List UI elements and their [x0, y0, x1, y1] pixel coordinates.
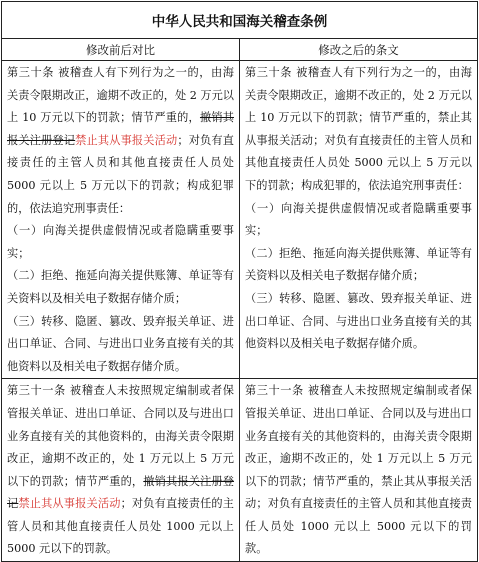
column-header-before-after: 修改前后对比 — [2, 39, 240, 61]
deleted-text: 撤销其报关注册登记 — [7, 111, 234, 147]
added-text: 禁止其从事报关活动 — [18, 497, 121, 511]
comparison-table — [1, 1, 478, 562]
text-segment: ；对负有直接责任的主管人员和其他直接责任人员处 1000 元以上 5000 元以下的罚款。 — [7, 497, 234, 556]
deleted-text: 撤销其报关注册登记 — [7, 474, 234, 511]
table-row — [2, 61, 478, 379]
text-segment: （二）拒绝、拖延向海关提供账簿、单证等有关资料以及相关电子数据存储介质； — [7, 269, 234, 305]
added-text: 禁止其从事报关活动 — [75, 133, 178, 147]
paragraph — [7, 311, 234, 379]
article-30-amended-cell — [240, 61, 478, 379]
column-header-amended-text: 修改之后的条文 — [240, 39, 478, 61]
paragraph — [7, 380, 234, 561]
text-segment: ；对负有直接责任的主管人员和其他直接责任人员处 5000 元以上 5 万元以下的罚款；构成犯罪的，依法追究刑事责任： — [7, 133, 234, 215]
text-segment: 第三十一条 被稽查人未按照规定编制或者保管报关单证、进出口单证、合同以及与进出口业务直接有关的其他资料的，由海关责令限期改正，逾期不改正的，处 1 万元以上 5 万元以下的罚款；情节严重的， — [7, 384, 234, 488]
text-segment: 第三十一条 被稽查人未按照规定编制或者保管报关单证、进出口单证、合同以及与进出口业务直接有关的其他资料的，由海关责令限期改正，逾期不改正的，处 1 万元以上 5 万元以下的罚款；情节严重的，禁止其从事报关活动；对负有直接责任的主管人员和其他直接责任人员处 1000 元以上 5000 元以下的罚款。 — [245, 384, 472, 556]
text-segment: 第三十条 被稽查人有下列行为之一的，由海关责令限期改正，逾期不改正的，处 2 万元以上 10 万元以下的罚款；情节严重的， — [7, 66, 234, 125]
paragraph — [245, 380, 472, 561]
article-31-comparison-cell — [2, 379, 240, 562]
article-30-comparison-cell — [2, 61, 240, 379]
paragraph — [245, 243, 472, 288]
text-segment: （二）拒绝、拖延向海关提供账簿、单证等有关资料以及相关电子数据存储介质； — [245, 246, 472, 283]
text-segment: （一）向海关提供虚假情况或者隐瞒重要事实； — [7, 224, 234, 260]
paragraph — [7, 265, 234, 310]
paragraph — [7, 62, 234, 220]
paragraph — [245, 198, 472, 243]
text-segment: 第三十条 被稽查人有下列行为之一的，由海关责令限期改正，逾期不改正的，处 2 万元以上 10 万元以下的罚款；情节严重的，禁止其从事报关活动；对负有直接责任的主管人员和其他直接责任人员处 5000 元以上 5 万元以下的罚款；构成犯罪的，依法追究刑事责任： — [245, 66, 472, 192]
document-title: 中华人民共和国海关稽查条例 — [2, 2, 478, 39]
paragraph — [245, 288, 472, 356]
table-row — [2, 379, 478, 562]
paragraph — [245, 62, 472, 198]
article-31-amended-cell — [240, 379, 478, 562]
text-segment: （三）转移、隐匿、篡改、毁弃报关单证、进出口单证、合同、与进出口业务直接有关的其他资料以及相关电子数据存储介质。 — [245, 291, 472, 351]
paragraph — [7, 220, 234, 265]
text-segment: （一）向海关提供虚假情况或者隐瞒重要事实； — [245, 201, 472, 238]
text-segment: （三）转移、隐匿、篡改、毁弃报关单证、进出口单证、合同、与进出口业务直接有关的其他资料以及相关电子数据存储介质。 — [7, 314, 234, 373]
